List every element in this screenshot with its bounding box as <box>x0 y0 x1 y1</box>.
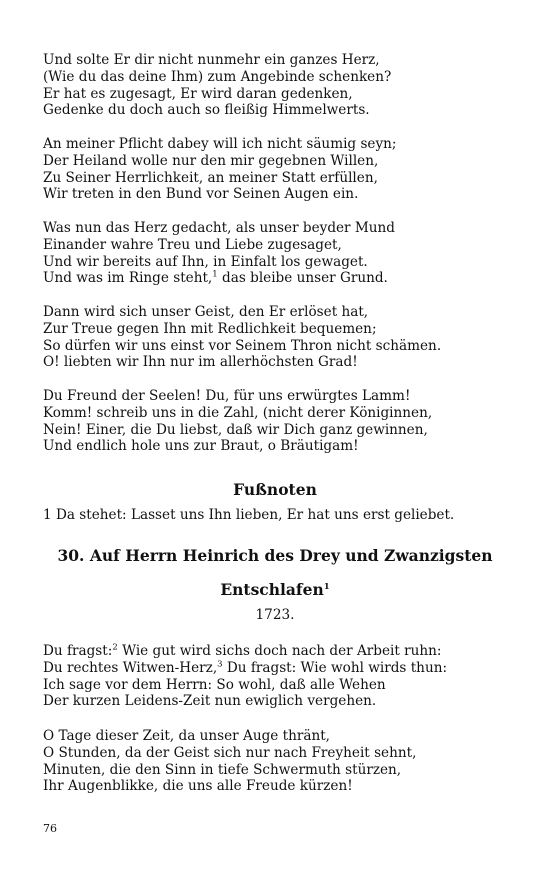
verse-text: Du fragst: Wie wohl wirds thun: <box>222 659 448 676</box>
verse-line: Minuten, die den Sinn in tiefe Schwermuth stürzen, <box>43 761 402 778</box>
verse-line <box>43 643 447 660</box>
verse-line: Gedenke du doch auch so fleißig Himmelwerts. <box>43 102 370 119</box>
stanza-3 <box>43 220 395 287</box>
verse-line: Komm! schreib uns in die Zahl, (nicht derer Königinnen, <box>43 404 433 421</box>
poem-title-line2 <box>0 580 550 599</box>
verse-line: Und wir bereits auf Ihn, in Einfalt los gewaget. <box>43 253 368 270</box>
poem-year: 1723. <box>255 607 295 623</box>
title-footnote-ref[interactable]: 1 <box>323 581 330 592</box>
stanza-1 <box>43 52 391 119</box>
poem30-stanza-1 <box>43 643 447 710</box>
verse-line: Er hat es zugesagt, Er wird daran gedenken, <box>43 85 353 102</box>
stanza-2 <box>43 136 396 203</box>
verse-line: O Tage dieser Zeit, da unser Auge thränt, <box>43 728 331 744</box>
verse-text: Wie gut wird sichs doch nach der Arbeit ruhn: <box>117 643 442 659</box>
verse-line: Zu Seiner Herrlichkeit, an meiner Statt erfüllen, <box>43 169 378 186</box>
footnotes-heading: Fußnoten <box>233 480 317 499</box>
verse-line: Und solte Er dir nicht nunmehr ein ganzes Herz, <box>43 52 380 68</box>
ring-text-before: Und was im Ringe steht, <box>43 270 213 287</box>
footnote-1: 1 Da stehet: Lasset uns Ihn lieben, Er hat uns erst geliebet. <box>43 507 455 523</box>
verse-text: Du fragst: <box>43 643 113 659</box>
ring-text-after: das bleibe unser Grund. <box>217 270 388 287</box>
verse-line: Und endlich hole uns zur Braut, o Bräutigam! <box>43 438 359 455</box>
verse-line: Zur Treue gegen Ihn mit Redlichkeit bequemen; <box>43 320 377 337</box>
footnote-ref-2[interactable]: 2 <box>112 642 118 653</box>
verse-line: Ihr Augenblikke, die uns alle Freude kürzen! <box>43 778 353 795</box>
poem-title: 30. Auf Herrn Heinrich des Drey und Zwanzigsten <box>57 546 493 565</box>
stanza-5 <box>43 388 432 455</box>
verse-line: Was nun das Herz gedacht, als unser beyder Mund <box>43 220 396 236</box>
poem30-stanza-2 <box>43 728 416 795</box>
verse-line: Du Freund der Seelen! Du, für uns erwürgtes Lamm! <box>43 388 411 404</box>
verse-line <box>43 660 447 677</box>
footnote-ref-3[interactable]: 3 <box>217 659 223 670</box>
verse-line: Einander wahre Treu und Liebe zugesaget, <box>43 236 342 253</box>
verse-line: (Wie du das deine Ihm) zum Angebinde schenken? <box>43 68 392 85</box>
verse-line: O! liebten wir Ihn nur im allerhöchsten Grad! <box>43 354 358 371</box>
verse-line: O Stunden, da der Geist sich nur nach Freyheit sehnt, <box>43 744 417 761</box>
page-number: 76 <box>43 822 57 835</box>
verse-line: Dann wird sich unser Geist, den Er erlöset hat, <box>43 304 369 320</box>
stanza-4 <box>43 304 441 371</box>
verse-line: Ich sage vor dem Herrn: So wohl, daß alle Wehen <box>43 676 386 693</box>
verse-line: Nein! Einer, die Du liebst, daß wir Dich ganz gewinnen, <box>43 421 428 438</box>
verse-line: Wir treten in den Bund vor Seinen Augen ein. <box>43 186 359 203</box>
verse-line: An meiner Pflicht dabey will ich nicht säumig seyn; <box>43 136 397 152</box>
verse-line: Der Heiland wolle nur den mir gegebnen Willen, <box>43 152 379 169</box>
verse-line-ring <box>43 270 395 287</box>
footnote-ref-1[interactable]: 1 <box>212 269 218 280</box>
poem-title-word: Entschlafen <box>220 580 324 599</box>
verse-line: Der kurzen Leidens-Zeit nun ewiglich vergehen. <box>43 693 377 710</box>
verse-line: So dürfen wir uns einst vor Seinem Thron nicht schämen. <box>43 337 442 354</box>
verse-text: Du rechtes Witwen-Herz, <box>43 659 218 676</box>
